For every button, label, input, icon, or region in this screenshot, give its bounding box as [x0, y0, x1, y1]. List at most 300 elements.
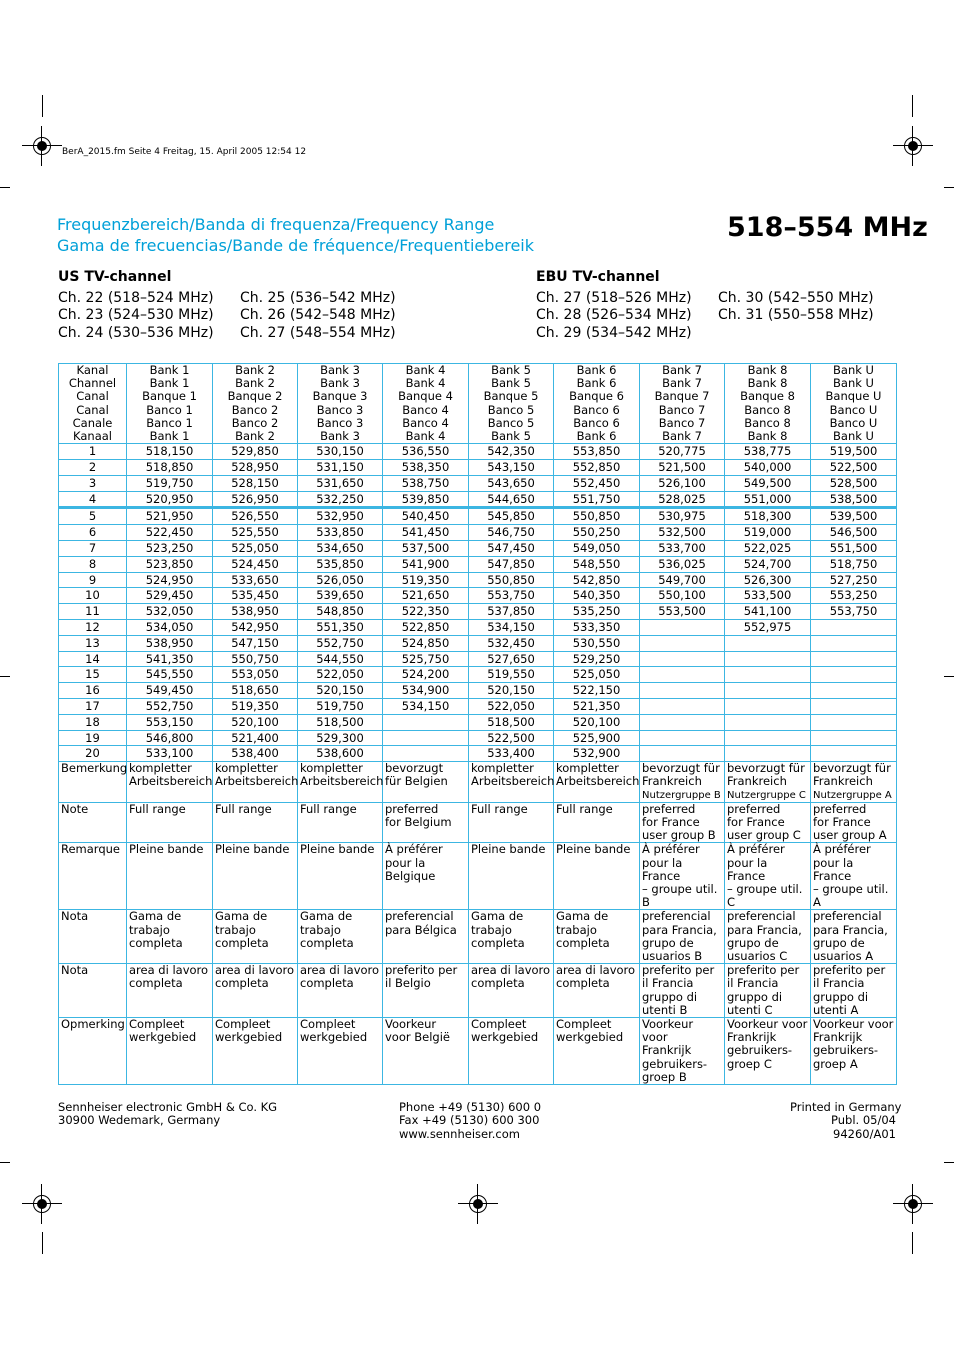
- note-cell: [554, 1018, 640, 1085]
- frequency-cell: 526,550: [213, 508, 298, 525]
- note-line: Frankreich: [813, 774, 873, 789]
- frequency-cell: [725, 635, 811, 651]
- note-line: pour la: [385, 855, 426, 870]
- ebu-channel-block: [536, 269, 874, 342]
- frequency-cell: 544,650: [469, 491, 554, 508]
- frequency-cell: 519,500: [811, 444, 897, 460]
- note-line: trabajo: [471, 922, 512, 937]
- header-label: Banco U: [829, 415, 878, 430]
- note-line: trabajo: [215, 922, 256, 937]
- header-label: Banco 5: [487, 415, 535, 430]
- frequency-cell: 553,150: [127, 714, 213, 730]
- frequency-cell: 532,900: [554, 746, 640, 762]
- frequency-cell: 546,800: [127, 730, 213, 746]
- header-label: Banco U: [829, 402, 878, 417]
- note-line: for France: [642, 814, 700, 829]
- note-line: completa: [300, 935, 354, 950]
- frequency-cell: 532,050: [127, 604, 213, 620]
- footer-line: Phone +49 (5130) 600 0: [399, 1100, 542, 1114]
- header-label: Banco 3: [316, 402, 364, 417]
- header-label: Banco 8: [744, 402, 791, 417]
- note-cell: [213, 843, 298, 910]
- note-line: gebruikers-: [813, 1043, 879, 1058]
- note-cell: [640, 964, 725, 1018]
- note-cell: [554, 843, 640, 910]
- frequency-cell: 538,775: [725, 444, 811, 460]
- note-line: Frankrijk: [813, 1030, 863, 1045]
- note-cell: [383, 1018, 469, 1085]
- footer-company: [58, 1101, 277, 1128]
- header-label: Bank 8: [747, 429, 788, 444]
- note-cell: [127, 964, 213, 1018]
- footer-line: 30900 Wedemark, Germany: [58, 1113, 221, 1128]
- channel-number-cell: 18: [59, 714, 127, 730]
- note-line: Compleet: [300, 1017, 356, 1032]
- note-line: – groupe util. A: [813, 881, 889, 910]
- frequency-cell: 523,250: [127, 541, 213, 557]
- header-label: Bank 2: [235, 429, 275, 444]
- frequency-cell: 522,050: [298, 667, 383, 683]
- note-line: completa: [556, 976, 610, 991]
- crop-mark-icon: [912, 1232, 913, 1254]
- note-line: preferito per: [642, 963, 715, 978]
- frequency-cell: 524,450: [213, 556, 298, 572]
- header-label: Canal: [76, 389, 109, 404]
- note-line: Arbeitsbereich: [215, 774, 299, 789]
- frequency-cell: 531,650: [298, 475, 383, 491]
- header-label: Channel: [68, 376, 117, 391]
- table-row: [59, 525, 897, 541]
- header-label: Banco 1: [146, 402, 193, 417]
- note-line: Gama de: [129, 909, 182, 924]
- frequency-cell: 535,850: [298, 556, 383, 572]
- footer-line: Printed in Germany: [790, 1100, 902, 1114]
- frequency-cell: 525,750: [383, 651, 469, 667]
- header-label: Bank 3: [320, 363, 360, 377]
- note-line: Full range: [471, 801, 528, 816]
- bank-column-header: [640, 364, 725, 444]
- note-cell: [725, 802, 811, 843]
- crop-mark-icon: [0, 1162, 10, 1163]
- note-line: Pleine bande: [471, 842, 546, 857]
- note-line: kompletter: [556, 761, 619, 776]
- frequency-cell: [640, 651, 725, 667]
- footer-line: Sennheiser electronic GmbH & Co. KG: [58, 1100, 278, 1114]
- header-label: Bank 4: [405, 363, 446, 377]
- note-line: pour la France: [813, 855, 854, 883]
- header-label: Banque 4: [398, 389, 453, 404]
- footer-print-info: [790, 1100, 902, 1141]
- frequency-cell: 538,500: [811, 491, 897, 508]
- note-cell: [640, 910, 725, 964]
- frequency-cell: 520,150: [298, 683, 383, 699]
- header-label: Banco 6: [573, 415, 620, 430]
- note-line: preferito per: [813, 963, 886, 978]
- note-line: für Belgien: [385, 774, 448, 789]
- frequency-cell: [640, 746, 725, 762]
- note-line: bevorzugt: [385, 761, 444, 776]
- header-label: Bank U: [833, 376, 874, 391]
- bank-column-header: [213, 364, 298, 444]
- note-cell: [469, 1018, 554, 1085]
- frequency-cell: 542,850: [554, 572, 640, 588]
- note-line: gruppo di: [727, 989, 783, 1004]
- note-cell: [298, 762, 383, 803]
- frequency-cell: [725, 730, 811, 746]
- note-cell: [811, 843, 897, 910]
- frequency-cell: 520,775: [640, 444, 725, 460]
- note-cell: [811, 762, 897, 803]
- channel-number-cell: 9: [59, 572, 127, 588]
- frequency-cell: 547,150: [213, 635, 298, 651]
- note-line: area di lavoro: [215, 963, 295, 978]
- note-line: Frankrijk: [727, 1030, 777, 1045]
- frequency-cell: 529,250: [554, 651, 640, 667]
- note-line: Voorkeur voor: [813, 1017, 894, 1032]
- frequency-cell: 551,000: [725, 491, 811, 508]
- header-label: Banque 1: [142, 389, 197, 404]
- header-label: Banco 5: [487, 402, 535, 417]
- frequency-cell: 533,400: [469, 746, 554, 762]
- frequency-cell: 538,400: [213, 746, 298, 762]
- note-line: area di lavoro: [129, 963, 209, 978]
- header-label: Bank 8: [747, 363, 788, 377]
- frequency-cell: 549,500: [725, 475, 811, 491]
- frequency-cell: [640, 683, 725, 699]
- note-line: Pleine bande: [556, 842, 631, 857]
- frequency-cell: 553,750: [469, 588, 554, 604]
- frequency-cell: 526,950: [213, 491, 298, 508]
- frequency-cell: 550,100: [640, 588, 725, 604]
- bank-column-header: [554, 364, 640, 444]
- channel-item: Ch. 24 (530–536 MHz): [58, 324, 214, 341]
- registration-mark-icon: [22, 126, 62, 166]
- note-line: trabajo: [129, 922, 170, 937]
- note-line: kompletter: [471, 761, 534, 776]
- channel-number-cell: 4: [59, 491, 127, 508]
- note-cell: [213, 802, 298, 843]
- crop-mark-icon: [944, 676, 954, 677]
- frequency-cell: 527,650: [469, 651, 554, 667]
- note-cell: [469, 910, 554, 964]
- note-cell: [298, 964, 383, 1018]
- note-line: Arbeitsbereich: [300, 774, 384, 789]
- frequency-cell: 524,200: [383, 667, 469, 683]
- note-cell: [298, 843, 383, 910]
- note-line: Full range: [300, 801, 357, 816]
- frequency-cell: 518,850: [127, 460, 213, 476]
- frequency-cell: 522,050: [469, 698, 554, 714]
- frequency-cell: 542,950: [213, 619, 298, 635]
- frequency-cell: 536,025: [640, 556, 725, 572]
- frequency-cell: [640, 714, 725, 730]
- frequency-cell: 534,900: [383, 683, 469, 699]
- frequency-cell: 545,550: [127, 667, 213, 683]
- frequency-cell: 530,975: [640, 508, 725, 525]
- note-line: voor België: [385, 1030, 450, 1045]
- frequency-cell: 534,150: [469, 619, 554, 635]
- frequency-cell: 540,350: [554, 588, 640, 604]
- frequency-cell: 537,500: [383, 541, 469, 557]
- note-cell: [469, 802, 554, 843]
- header-label: Canale: [72, 415, 113, 430]
- note-line: Full range: [215, 801, 272, 816]
- channel-column-header: [59, 364, 127, 444]
- header-label: Bank U: [833, 429, 874, 444]
- frequency-cell: 541,100: [725, 604, 811, 620]
- note-line: Voorkeur: [385, 1017, 437, 1032]
- ebu-channel-heading: EBU TV-channel: [536, 269, 660, 285]
- frequency-cell: 524,700: [725, 556, 811, 572]
- note-line: completa: [129, 935, 183, 950]
- note-line: werkgebied: [556, 1030, 624, 1045]
- frequency-cell: 528,150: [213, 475, 298, 491]
- frequency-cell: 538,600: [298, 746, 383, 762]
- note-cell: [127, 1018, 213, 1085]
- note-line: para Francia,: [642, 922, 717, 937]
- note-line: werkgebied: [215, 1030, 283, 1045]
- bank-column-header: [811, 364, 897, 444]
- frequency-cell: 538,750: [383, 475, 469, 491]
- table-row: [59, 714, 897, 730]
- note-cell: [811, 910, 897, 964]
- header-label: Banque 7: [654, 389, 710, 404]
- frequency-cell: 548,550: [554, 556, 640, 572]
- note-line: Pleine bande: [300, 842, 375, 857]
- header-label: Bank U: [833, 363, 874, 377]
- frequency-cell: 521,950: [127, 508, 213, 525]
- note-line: À préférer: [385, 842, 443, 857]
- note-line: il Francia: [813, 976, 865, 991]
- frequency-cell: 550,850: [469, 572, 554, 588]
- note-line: completa: [215, 976, 269, 991]
- note-line: preferred: [727, 801, 781, 816]
- frequency-cell: [383, 714, 469, 730]
- header-label: Banque 2: [227, 389, 283, 404]
- note-line: Arbeitsbereich: [129, 774, 213, 789]
- note-line: Nutzergruppe A: [813, 789, 892, 801]
- table-row: [59, 746, 897, 762]
- table-row: [59, 667, 897, 683]
- header-label: Bank 5: [491, 429, 531, 444]
- frequency-cell: 519,750: [298, 698, 383, 714]
- note-cell: [127, 843, 213, 910]
- header-label: Bank 4: [405, 429, 446, 444]
- frequency-cell: 523,850: [127, 556, 213, 572]
- note-line: groep B: [642, 1069, 687, 1084]
- note-label-cell: Note: [59, 802, 127, 843]
- note-cell: [640, 1018, 725, 1085]
- frequency-cell: 525,550: [213, 525, 298, 541]
- header-label: Banco 3: [316, 415, 364, 430]
- channel-number-cell: 6: [59, 525, 127, 541]
- note-cell: [127, 910, 213, 964]
- frequency-cell: [811, 619, 897, 635]
- frequency-cell: [811, 730, 897, 746]
- header-label: Banco 2: [231, 415, 279, 430]
- header-label: Bank 6: [576, 429, 617, 444]
- channel-number-cell: 10: [59, 588, 127, 604]
- note-line: À préférer: [642, 842, 700, 857]
- note-line: for France: [813, 814, 871, 829]
- channel-number-cell: 20: [59, 746, 127, 762]
- note-line: preferito per: [727, 963, 800, 978]
- header-label: Banco 7: [658, 415, 706, 430]
- frequency-cell: 547,850: [469, 556, 554, 572]
- crop-mark-icon: [912, 95, 913, 117]
- note-line: utenti C: [727, 1002, 773, 1017]
- note-line: À préférer: [727, 842, 785, 857]
- note-cell: [383, 762, 469, 803]
- channel-number-cell: 1: [59, 444, 127, 460]
- frequency-cell: 539,650: [298, 588, 383, 604]
- note-cell: [298, 1018, 383, 1085]
- frequency-cell: 532,500: [640, 525, 725, 541]
- frequency-cell: 528,500: [811, 475, 897, 491]
- header-label: Banco 1: [146, 415, 193, 430]
- frequency-cell: 519,000: [725, 525, 811, 541]
- note-line: gruppo di: [642, 989, 698, 1004]
- channel-number-cell: 11: [59, 604, 127, 620]
- header-label: Banco 7: [658, 402, 706, 417]
- frequency-cell: 552,750: [298, 635, 383, 651]
- note-cell: [383, 802, 469, 843]
- channel-item: Ch. 25 (536–542 MHz): [240, 289, 396, 306]
- note-cell: [298, 910, 383, 964]
- frequency-cell: 540,000: [725, 460, 811, 476]
- frequency-cell: 546,750: [469, 525, 554, 541]
- header-label: Bank 7: [662, 376, 702, 391]
- frequency-cell: [725, 746, 811, 762]
- note-line: Pleine bande: [215, 842, 290, 857]
- table-header-row: [59, 364, 897, 444]
- frequency-cell: 553,500: [640, 604, 725, 620]
- frequency-cell: 548,850: [298, 604, 383, 620]
- note-line: preferred: [642, 801, 696, 816]
- note-cell: [383, 964, 469, 1018]
- note-line: Frankreich: [642, 774, 702, 789]
- note-line: Nutzergruppe C: [727, 789, 806, 801]
- note-line: werkgebied: [471, 1030, 539, 1045]
- bank-column-header: [725, 364, 811, 444]
- table-row: [59, 491, 897, 508]
- note-cell: [725, 910, 811, 964]
- frequency-cell: 534,150: [383, 698, 469, 714]
- channel-number-cell: 8: [59, 556, 127, 572]
- frequency-cell: 533,650: [213, 572, 298, 588]
- frequency-cell: 525,050: [554, 667, 640, 683]
- frequency-cell: 521,650: [383, 588, 469, 604]
- footer-contact: [399, 1101, 541, 1141]
- frequency-cell: [640, 619, 725, 635]
- frequency-cell: 546,500: [811, 525, 897, 541]
- frequency-cell: 551,500: [811, 541, 897, 557]
- table-row: [59, 619, 897, 635]
- header-label: Banque 3: [312, 389, 368, 404]
- note-line: groep A: [813, 1056, 858, 1071]
- note-cell: [213, 762, 298, 803]
- note-cell: [213, 910, 298, 964]
- frequency-cell: [811, 635, 897, 651]
- frequency-cell: 535,450: [213, 588, 298, 604]
- frequency-cell: 524,950: [127, 572, 213, 588]
- frequency-cell: 528,025: [640, 491, 725, 508]
- note-line: utenti A: [813, 1002, 859, 1017]
- note-line: bevorzugt für: [813, 761, 891, 776]
- header-label: Bank 3: [320, 376, 360, 391]
- channel-number-cell: 2: [59, 460, 127, 476]
- crop-mark-icon: [42, 1232, 43, 1254]
- frequency-cell: [811, 667, 897, 683]
- note-cell: [640, 843, 725, 910]
- frequency-cell: 550,750: [213, 651, 298, 667]
- frequency-cell: 549,700: [640, 572, 725, 588]
- note-line: grupo de: [813, 935, 865, 950]
- frequency-cell: [725, 714, 811, 730]
- note-line: Gama de: [300, 909, 353, 924]
- note-row: [59, 762, 897, 803]
- frequency-cell: 522,350: [383, 604, 469, 620]
- frequency-cell: 520,150: [469, 683, 554, 699]
- note-line: completa: [300, 976, 354, 991]
- frequency-cell: 519,350: [213, 698, 298, 714]
- note-line: completa: [215, 935, 269, 950]
- frequency-cell: 534,050: [127, 619, 213, 635]
- note-line: completa: [471, 935, 525, 950]
- channel-number-cell: 12: [59, 619, 127, 635]
- note-cell: [811, 1018, 897, 1085]
- frequency-cell: 530,550: [554, 635, 640, 651]
- frequency-cell: 532,450: [469, 635, 554, 651]
- frequency-cell: [640, 730, 725, 746]
- note-line: il Francia: [727, 976, 779, 991]
- frequency-cell: 522,450: [127, 525, 213, 541]
- frequency-cell: 533,100: [127, 746, 213, 762]
- title-line-1: Frequenzbereich/Banda di frequenza/Frequency Range: [57, 215, 495, 234]
- crop-mark-icon: [944, 1162, 954, 1163]
- note-line: gebruikers-: [727, 1043, 793, 1058]
- header-label: Canal: [76, 402, 109, 417]
- frequency-cell: 533,350: [554, 619, 640, 635]
- note-line: pour la France: [642, 855, 683, 883]
- frequency-cell: 538,350: [383, 460, 469, 476]
- frequency-cell: 518,300: [725, 508, 811, 525]
- header-label: Bank 1: [149, 363, 190, 377]
- frequency-cell: 539,850: [383, 491, 469, 508]
- frequency-cell: 539,500: [811, 508, 897, 525]
- frequency-cell: 521,400: [213, 730, 298, 746]
- frequency-cell: [811, 651, 897, 667]
- note-cell: [640, 762, 725, 803]
- note-line: usuarios B: [642, 949, 703, 963]
- header-label: Banque U: [825, 389, 882, 404]
- header-label: Bank 2: [235, 363, 275, 377]
- frequency-cell: 544,550: [298, 651, 383, 667]
- note-line: Nutzergruppe B: [642, 789, 721, 801]
- note-cell: [725, 1018, 811, 1085]
- header-label: Bank 2: [235, 376, 275, 391]
- note-cell: [127, 762, 213, 803]
- note-line: grupo de: [727, 935, 779, 950]
- table-row: [59, 556, 897, 572]
- header-label: Bank 7: [662, 363, 702, 377]
- bank-column-header: [127, 364, 213, 444]
- frequency-cell: [811, 698, 897, 714]
- table-row: [59, 730, 897, 746]
- note-cell: [811, 802, 897, 843]
- frequency-cell: 526,050: [298, 572, 383, 588]
- note-cell: [469, 843, 554, 910]
